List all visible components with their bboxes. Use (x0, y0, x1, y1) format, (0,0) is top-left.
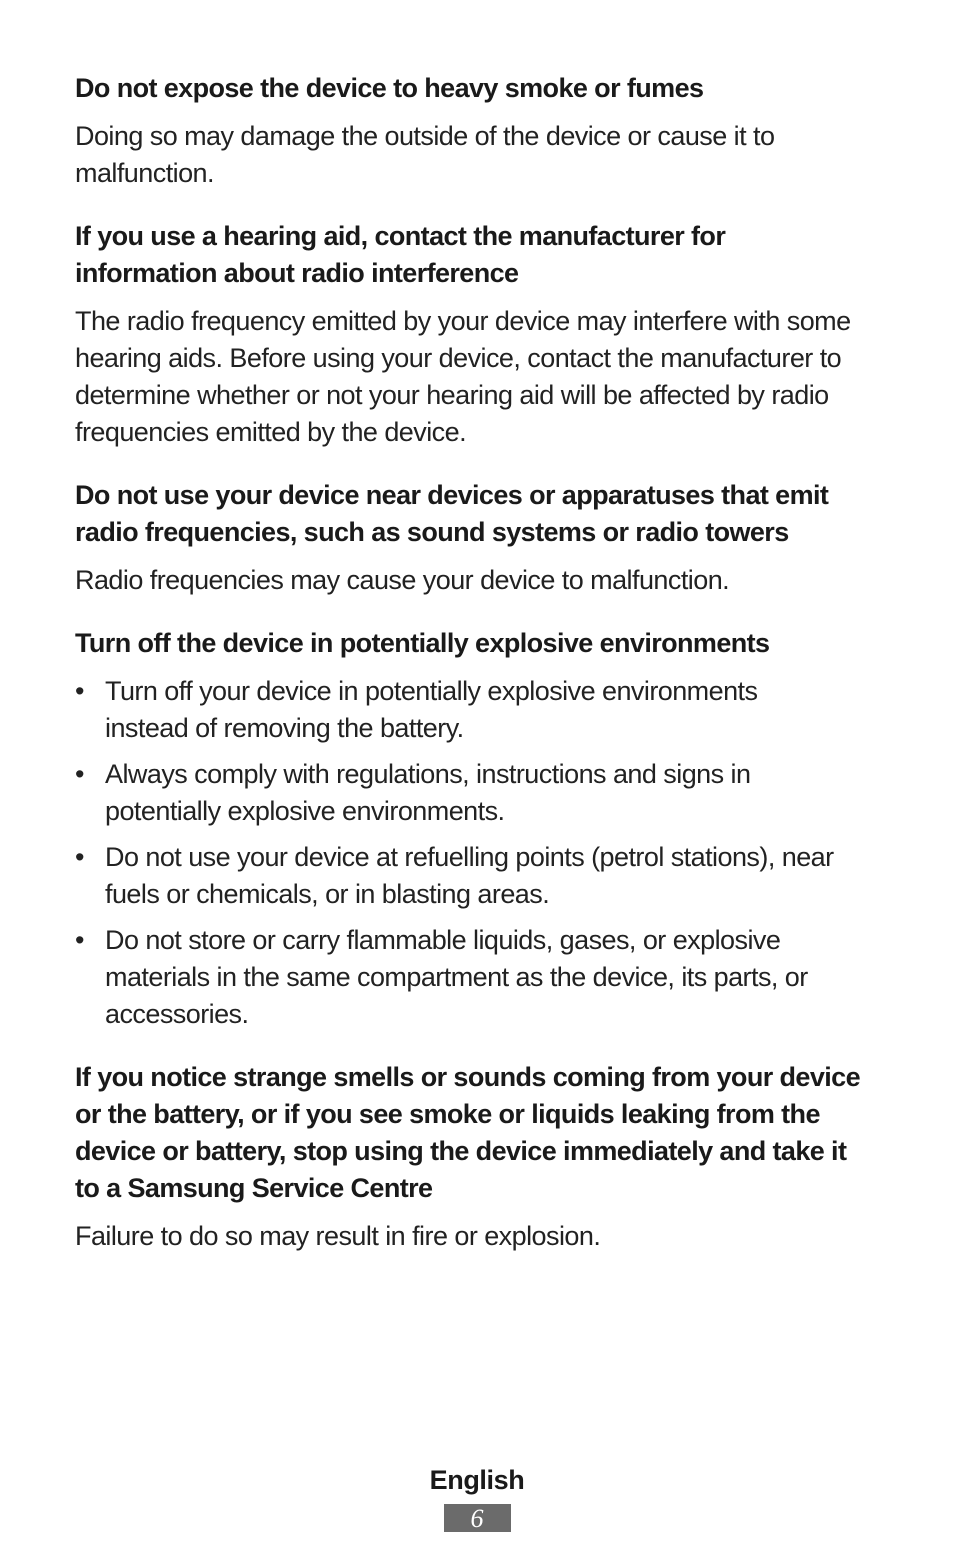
bullet-icon: • (75, 759, 84, 789)
section-smoke-fumes (75, 70, 885, 192)
section-heading: If you notice strange smells or sounds coming from your device or the battery, or if you see smoke or liquids leaking from the device or battery, stop using the device immediately and take it to a Samsung Service Centre (75, 1062, 860, 1203)
list-item (75, 673, 845, 747)
section-body: Doing so may damage the outside of the device or cause it to malfunction. (75, 121, 775, 188)
bullet-icon: • (75, 676, 84, 706)
page-number-badge: 6 (444, 1504, 511, 1532)
list-item (75, 756, 845, 830)
list-item-text: Do not use your device at refuelling points (petrol stations), near fuels or chemicals, or in blasting areas. (105, 842, 834, 909)
page-footer (0, 1462, 954, 1532)
list-item (75, 839, 885, 913)
list-item-text: Turn off your device in potentially explosive environments instead of removing the battery. (105, 676, 758, 743)
section-body: The radio frequency emitted by your device may interfere with some hearing aids. Before using your device, contact the manufacturer to determine whether or not your hearing aid will be affected by radio frequencies emitted by the device. (75, 306, 851, 447)
section-heading: Turn off the device in potentially explosive environments (75, 628, 770, 658)
footer-language-label: English (429, 1465, 525, 1495)
document-page (75, 70, 885, 1281)
section-explosive-environments (75, 625, 885, 1033)
section-body: Radio frequencies may cause your device to malfunction. (75, 565, 730, 595)
section-body: Failure to do so may result in fire or explosion. (75, 1221, 601, 1251)
bullet-icon: • (75, 925, 84, 955)
list-item (75, 922, 865, 1033)
bullet-icon: • (75, 842, 84, 872)
section-heading: If you use a hearing aid, contact the manufacturer for information about radio interference (75, 221, 726, 288)
list-item-text: Always comply with regulations, instructions and signs in potentially explosive environments. (105, 759, 751, 826)
section-radio-frequencies (75, 477, 885, 599)
list-item-text: Do not store or carry flammable liquids, gases, or explosive materials in the same compartment as the device, its parts, or accessories. (105, 925, 808, 1029)
section-hearing-aid (75, 218, 885, 451)
section-heading: Do not expose the device to heavy smoke or fumes (75, 73, 704, 103)
section-heading: Do not use your device near devices or apparatuses that emit radio frequencies, such as sound systems or radio towers (75, 480, 829, 547)
bullet-list (75, 673, 885, 1033)
section-strange-smells (75, 1059, 885, 1255)
